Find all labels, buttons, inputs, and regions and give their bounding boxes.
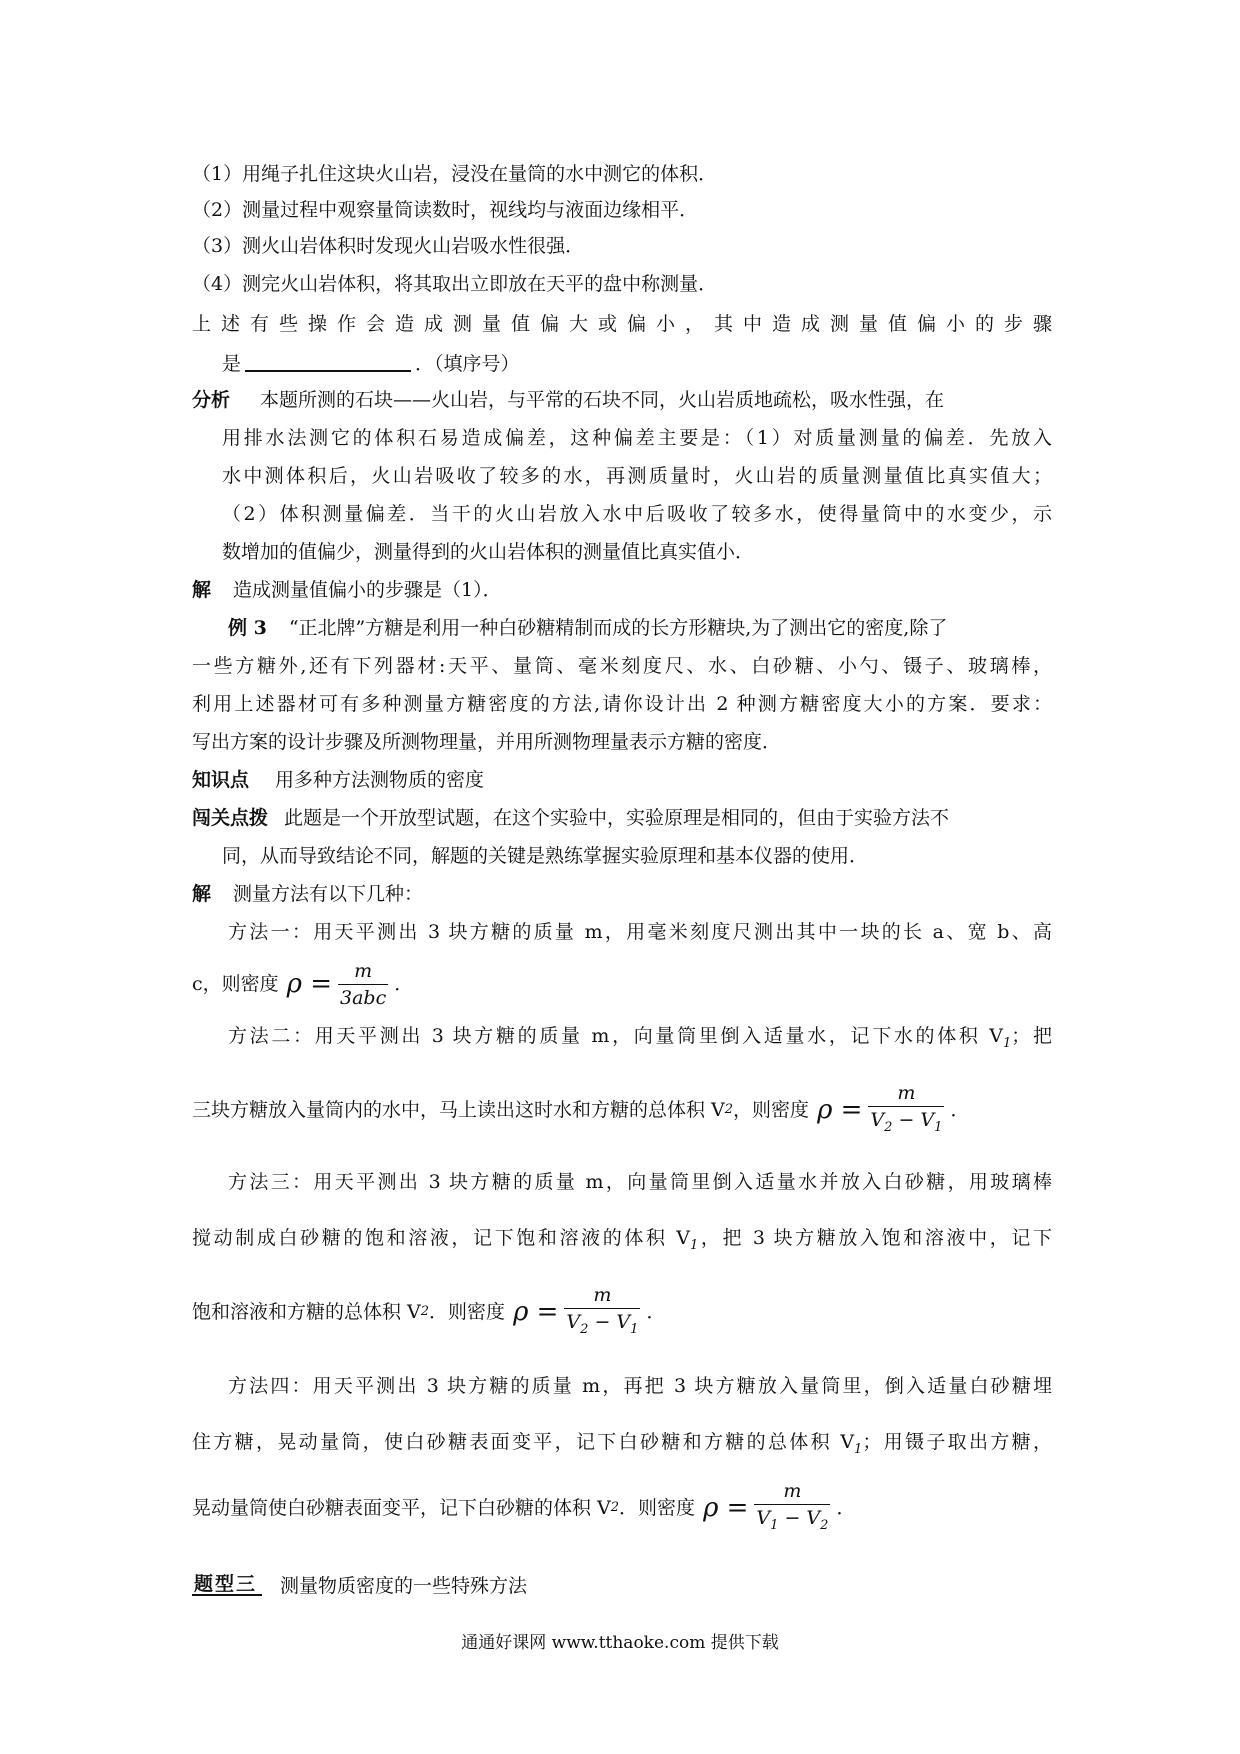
formula-denominator: 3abc <box>340 986 387 1009</box>
method-3-text-2-end: ，把 3 块方糖放入饱和溶液中，记下 <box>698 1227 1052 1249</box>
solution-2-label: 解 <box>192 883 212 905</box>
subscript: 2 <box>420 1304 430 1319</box>
knowledge-text: 用多种方法测物质的密度 <box>275 769 485 791</box>
formula-numerator: m <box>897 1081 916 1104</box>
knowledge-point <box>192 766 484 794</box>
page-footer: 通通好课网 www.tthaoke.com 提供下载 <box>461 1633 779 1653</box>
method-4-text-2-end: ；用镊子取出方糖， <box>862 1431 1052 1453</box>
density-formula-4 <box>754 1478 830 1539</box>
analysis-label: 分析 <box>192 389 231 411</box>
solution-2 <box>192 880 423 908</box>
den-term-b: V <box>616 1310 631 1333</box>
question-prefix: 是 <box>222 353 242 375</box>
section-title: 测量物质密度的一些特殊方法 <box>280 1575 528 1597</box>
step-3: （3）测火山岩体积时发现火山岩吸水性很强． <box>192 235 585 257</box>
method-3-line-3 <box>192 1280 665 1344</box>
analysis-line-1 <box>192 386 944 414</box>
example-3-line-4: 写出方案的设计步骤及所测物理量，并用所测物理量表示方糖的密度． <box>192 731 782 753</box>
method-2-text-1-end: ；把 <box>1011 1025 1052 1047</box>
method-3-end: ． <box>646 1301 666 1323</box>
step-4: （4）测完火山岩体积，将其取出立即放在天平的盘中称测量． <box>192 273 718 295</box>
method-1-end: ． <box>394 973 414 995</box>
method-3-line-2 <box>192 1224 1052 1260</box>
method-1-line-2 <box>192 954 413 1014</box>
rho-symbol: ρ = <box>703 1493 749 1523</box>
den-sub-a: 2 <box>884 1119 893 1135</box>
tips-label: 闯关点拨 <box>192 807 269 829</box>
den-operator: − <box>588 1310 617 1333</box>
den-sub-b: 1 <box>630 1321 639 1337</box>
solution-1 <box>192 576 502 604</box>
den-operator: − <box>778 1506 807 1529</box>
density-formula-3 <box>564 1282 640 1343</box>
method-4-text-3: 晃动量筒使白砂糖表面变平，记下白砂糖的体积 V <box>192 1497 611 1519</box>
analysis-text-1: 本题所测的石块——火山岩，与平常的石块不同，火山岩质地疏松，吸水性强，在 <box>260 389 945 411</box>
section-label-text: 题型三 <box>194 1573 258 1595</box>
section-heading <box>192 1572 527 1600</box>
den-sub-a: 1 <box>770 1517 779 1533</box>
formula-numerator: m <box>354 959 373 982</box>
method-3-text-3-mid: ．则密度 <box>429 1301 506 1323</box>
step-1: （1）用绳子扎住这块火山岩，浸没在量筒的水中测它的体积． <box>192 163 718 185</box>
subscript: 2 <box>724 1102 734 1117</box>
solution-1-label: 解 <box>192 579 212 601</box>
tips-text-1: 此题是一个开放型试题，在这个实验中，实验原理是相同的，但由于实验方法不 <box>284 807 950 829</box>
example-3-label: 例 3 <box>228 617 267 639</box>
den-operator: − <box>892 1108 921 1131</box>
formula-numerator: m <box>593 1283 612 1306</box>
den-sub-a: 2 <box>580 1321 589 1337</box>
tips-line-2: 同，从而导致结论不同，解题的关键是熟练掌握实验原理和基本仪器的使用． <box>222 845 869 867</box>
method-4-text-3-mid: ．则密度 <box>619 1497 696 1519</box>
den-term-a: V <box>756 1506 771 1529</box>
formula-denominator <box>564 1309 640 1343</box>
example-3-line-2: 一些方糖外,还有下列器材:天平、量筒、毫米刻度尺、水、白砂糖、小勺、镊子、玻璃棒， <box>192 655 1052 677</box>
density-formula-2 <box>868 1080 944 1141</box>
method-2-end: ． <box>950 1099 970 1121</box>
method-3-text-3: 饱和溶液和方糖的总体积 V <box>192 1301 421 1323</box>
rho-symbol: ρ = <box>817 1095 863 1125</box>
method-1-line-1: 方法一：用天平测出 3 块方糖的质量 m，用毫米刻度尺测出其中一块的长 a、宽 b、高 <box>228 921 1052 943</box>
tips-line-1 <box>192 804 949 832</box>
method-2-line-1 <box>228 1022 1052 1058</box>
rho-symbol: ρ = <box>513 1297 559 1327</box>
solution-2-text: 测量方法有以下几种： <box>233 883 424 905</box>
den-term-b: V <box>806 1506 821 1529</box>
method-3-line-1: 方法三：用天平测出 3 块方糖的质量 m，向量筒里倒入适量水并放入白砂糖，用玻璃棒 <box>228 1171 1052 1193</box>
method-2-text-2-mid: ，则密度 <box>733 1099 810 1121</box>
method-4-line-1: 方法四：用天平测出 3 块方糖的质量 m，再把 3 块方糖放入量筒里，倒入适量白砂糖埋 <box>228 1375 1052 1397</box>
question-suffix: ．（填序号） <box>415 353 520 375</box>
example-3-text-1: “正北牌”方糖是利用一种白砂糖精制而成的长方形糖块,为了测出它的密度,除了 <box>288 617 948 639</box>
method-3-text-2: 搅动制成白砂糖的饱和溶液，记下饱和溶液的体积 V <box>192 1227 691 1249</box>
rho-symbol: ρ = <box>286 969 332 999</box>
den-term-a: V <box>870 1108 885 1131</box>
example-3-line-3: 利用上述器材可有多种测量方糖密度的方法,请你设计出 2 种测方糖密度大小的方案．要求： <box>192 693 1052 715</box>
example-3-line-1 <box>228 614 947 642</box>
method-2-text-1: 方法二：用天平测出 3 块方糖的质量 m，向量筒里倒入适量水，记下水的体积 V <box>228 1025 1004 1047</box>
section-label <box>192 1574 262 1596</box>
den-sub-b: 2 <box>820 1517 829 1533</box>
method-2-line-2 <box>192 1078 969 1142</box>
analysis-line-5: 数增加的值偏少，测量得到的火山岩体积的测量值比真实值小． <box>222 541 755 563</box>
question-line-1: 上述有些操作会造成测量值偏大或偏小，其中造成测量值偏小的步骤 <box>192 313 1052 335</box>
formula-numerator: m <box>783 1479 802 1502</box>
den-term-a: V <box>566 1310 581 1333</box>
answer-blank <box>245 348 411 372</box>
subscript: 1 <box>690 1237 699 1253</box>
solution-1-text: 造成测量值偏小的步骤是（1）． <box>233 579 502 601</box>
method-4-line-2 <box>192 1428 1052 1464</box>
subscript: 1 <box>1003 1035 1012 1051</box>
knowledge-label: 知识点 <box>192 769 250 791</box>
formula-denominator <box>754 1505 830 1539</box>
subscript: 2 <box>610 1500 620 1515</box>
method-2-text-2: 三块方糖放入量筒内的水中，马上读出这时水和方糖的总体积 V <box>192 1099 725 1121</box>
question-line-2 <box>222 348 520 378</box>
analysis-line-2: 用排水法测它的体积石易造成偏差，这种偏差主要是：（1）对质量测量的偏差．先放入 <box>222 427 1052 449</box>
step-2: （2）测量过程中观察量筒读数时，视线均与液面边缘相平． <box>192 199 699 221</box>
method-4-line-3 <box>192 1476 855 1540</box>
den-sub-b: 1 <box>934 1119 943 1135</box>
method-4-end: ． <box>836 1497 856 1519</box>
den-term-b: V <box>920 1108 935 1131</box>
density-formula-1 <box>338 958 388 1011</box>
formula-denominator <box>868 1107 944 1141</box>
subscript: 1 <box>854 1441 863 1457</box>
method-4-text-2: 住方糖，晃动量筒，使白砂糖表面变平，记下白砂糖和方糖的总体积 V <box>192 1431 855 1453</box>
analysis-line-4: （2）体积测量偏差．当干的火山岩放入水中后吸收了较多水，使得量筒中的水变少，示 <box>222 503 1052 525</box>
analysis-line-3: 水中测体积后，火山岩吸收了较多的水，再测质量时，火山岩的质量测量值比真实值大； <box>222 465 1052 487</box>
method-1-text: c，则密度 <box>192 973 279 995</box>
